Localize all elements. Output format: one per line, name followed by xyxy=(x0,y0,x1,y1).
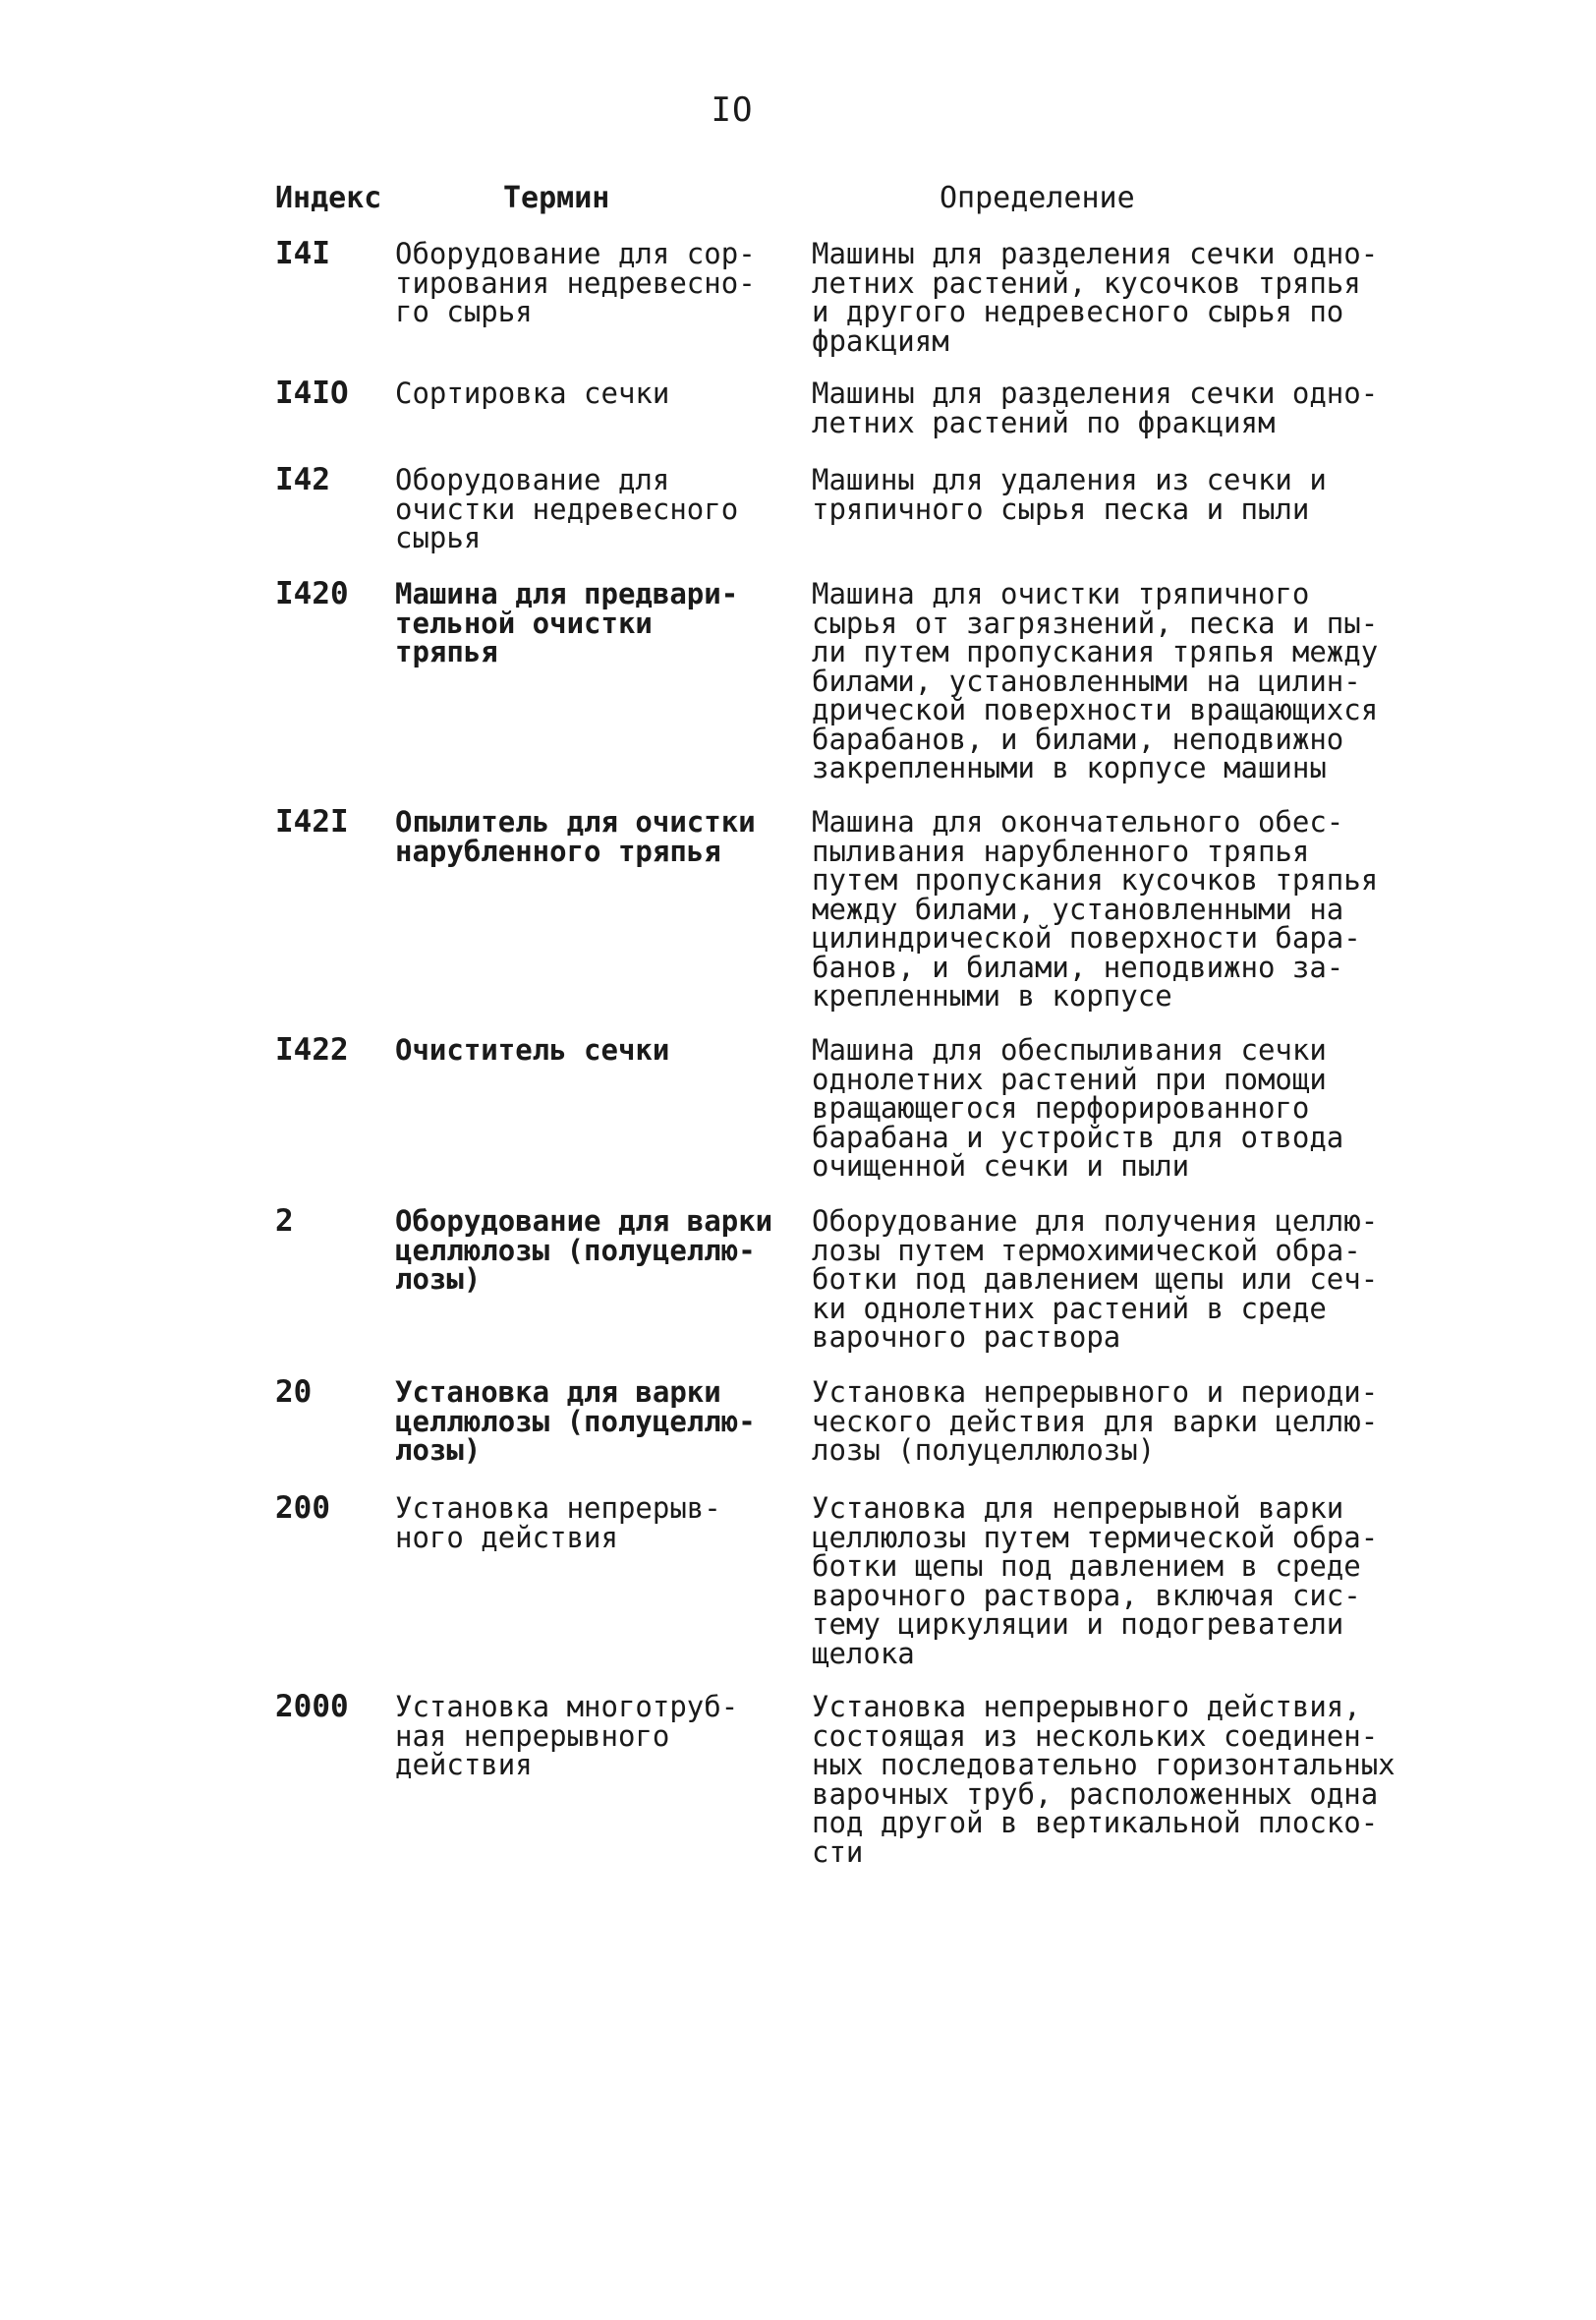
page-number: IO xyxy=(711,90,754,130)
row-term: Установка многотруб- ная непрерывного действия xyxy=(395,1690,739,1781)
row-index: 20 xyxy=(275,1374,313,1410)
row-definition: Машина для обеспыливания сечки однолетних растений при помощи вращающегося перфорированного барабана и устройств для отвода очищенной сечки и пыли xyxy=(812,1033,1344,1183)
row-term: Установка для варки целлюлозы (полуцеллю- лозы) xyxy=(395,1375,756,1467)
row-index: I420 xyxy=(275,576,349,611)
row-term: Установка непрерыв- ного действия xyxy=(395,1491,721,1554)
row-index: I4I xyxy=(275,236,330,271)
header-definition: Определение xyxy=(940,181,1135,215)
row-term: Оборудование для варки целлюлозы (полуцеллю- лозы) xyxy=(395,1204,773,1296)
row-index: I4IO xyxy=(275,376,349,411)
row-definition: Установка для непрерывной варки целлюлозы путем термической обра- ботки щепы под давлением в среде варочного раствора, включая сис- тему циркуляции и подогреватели щелока xyxy=(812,1491,1379,1670)
row-index: 200 xyxy=(275,1490,330,1526)
row-definition: Машины для удаления из сечки и тряпичного сырья песка и пыли xyxy=(812,463,1327,526)
row-definition: Оборудование для получения целлю- лозы путем термохимической обра- ботки под давлением щепы или сеч- ки однолетних растений в среде варочного раствора xyxy=(812,1204,1379,1354)
header-index: Индекс xyxy=(275,181,382,215)
row-term: Сортировка сечки xyxy=(395,377,670,410)
row-definition: Машина для окончательного обес- пыливания нарубленного тряпья путем пропускания кусочков тряпья между билами, установленными на цилиндрической поверхности бара- банов, и билами, неподвижно за- крепленными в корпусе xyxy=(812,805,1379,1013)
row-definition: Машины для разделения сечки одно- летних растений по фракциям xyxy=(812,377,1379,439)
header-term: Термин xyxy=(503,181,610,215)
row-term: Очиститель сечки xyxy=(395,1033,670,1067)
row-index: 2 xyxy=(275,1203,294,1239)
row-definition: Машины для разделения сечки одно- летних растений, кусочков тряпья и другого недревесного сырья по фракциям xyxy=(812,237,1379,358)
row-definition: Машина для очистки тряпичного сырья от загрязнений, песка и пы- ли путем пропускания тряпья между билами, установленными на цилин- дрической поверхности вращающихся барабанов, и билами, неподвижно закрепленными в корпусе машины xyxy=(812,577,1379,784)
row-definition: Установка непрерывного действия, состоящая из нескольких соединен- ных последовательно горизонтальных варочных труб, расположенных одна под другой в вертикальной плоско- сти xyxy=(812,1690,1396,1869)
row-term: Оборудование для сор- тирования недревесно- го сырья xyxy=(395,237,756,328)
row-term: Машина для предвари- тельной очистки тряпья xyxy=(395,577,739,668)
row-term: Оборудование для очистки недревесного сырья xyxy=(395,463,739,554)
row-index: I42I xyxy=(275,804,349,840)
row-index: I422 xyxy=(275,1032,349,1068)
row-definition: Установка непрерывного и периоди- ческого действия для варки целлю- лозы (полуцеллюлозы) xyxy=(812,1375,1379,1467)
row-index: I42 xyxy=(275,462,330,497)
row-index: 2000 xyxy=(275,1689,349,1724)
row-term: Опылитель для очистки нарубленного тряпья xyxy=(395,805,756,868)
table-header xyxy=(0,181,1596,220)
